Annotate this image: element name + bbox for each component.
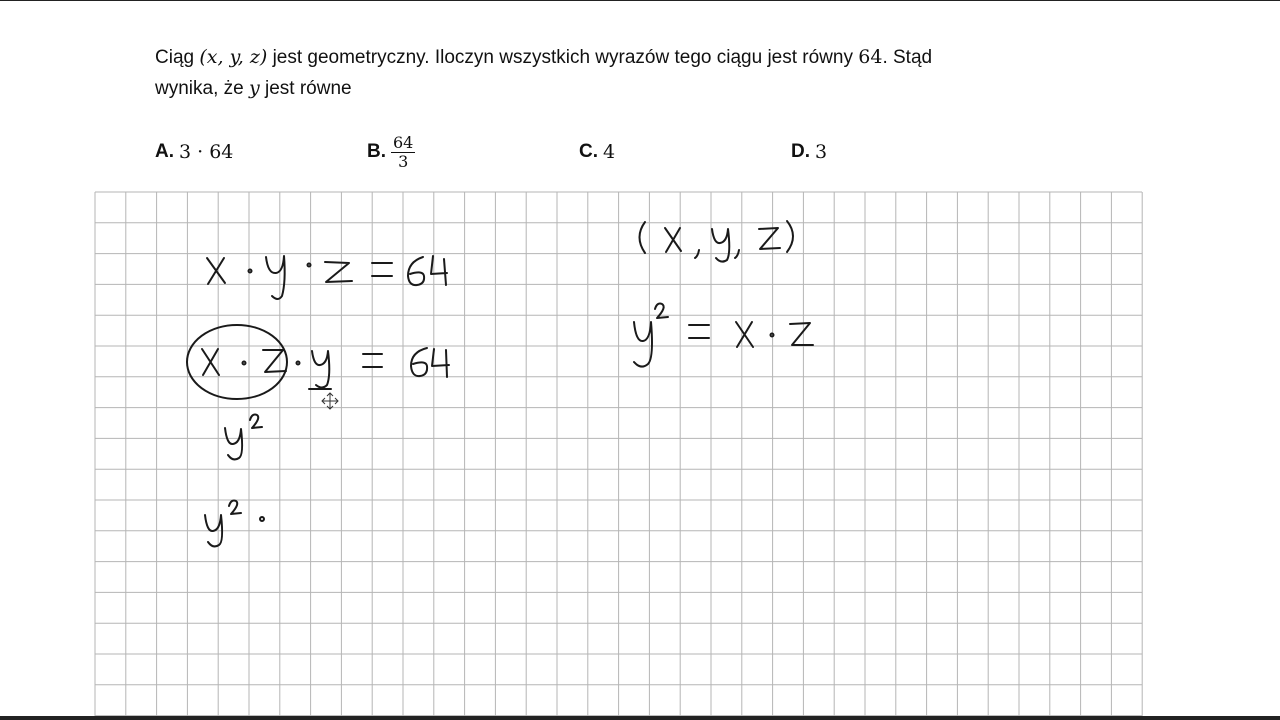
answer-b-denominator: 3	[398, 151, 409, 171]
handwriting-line-4	[205, 501, 264, 547]
answer-d-value: 3	[815, 141, 828, 163]
answer-a-value: 3 · 64	[179, 141, 234, 163]
bottom-border	[0, 716, 1280, 720]
question-part-5: jest równe	[265, 78, 352, 99]
question-part-2: jest geometryczny. Iloczyn wszystkich wyrazów tego ciągu jest równy	[272, 47, 859, 68]
question-part-3: . Stąd	[882, 47, 933, 68]
handwriting-line-3	[225, 415, 262, 460]
answer-b-letter: B.	[367, 141, 386, 162]
answer-c-value: 4	[603, 141, 616, 163]
question-part-1: Ciąg	[155, 47, 200, 68]
answer-a-letter: A.	[155, 141, 174, 162]
move-crosshair-icon	[322, 393, 338, 409]
sequence-notation: (x, y, z)	[199, 46, 268, 68]
answer-d-letter: D.	[791, 141, 810, 162]
product-value: 64	[858, 46, 883, 68]
handwriting-line-2	[187, 325, 449, 399]
handwritten-work	[187, 221, 813, 546]
handwriting-line-1	[207, 256, 447, 299]
question-part-4: wynika, że	[155, 78, 249, 99]
answer-c-letter: C.	[579, 141, 598, 162]
answer-b-numerator: 64	[393, 132, 414, 152]
handwriting-sequence	[640, 221, 794, 262]
handwriting-equation	[634, 304, 813, 367]
variable-y: y	[248, 77, 260, 99]
